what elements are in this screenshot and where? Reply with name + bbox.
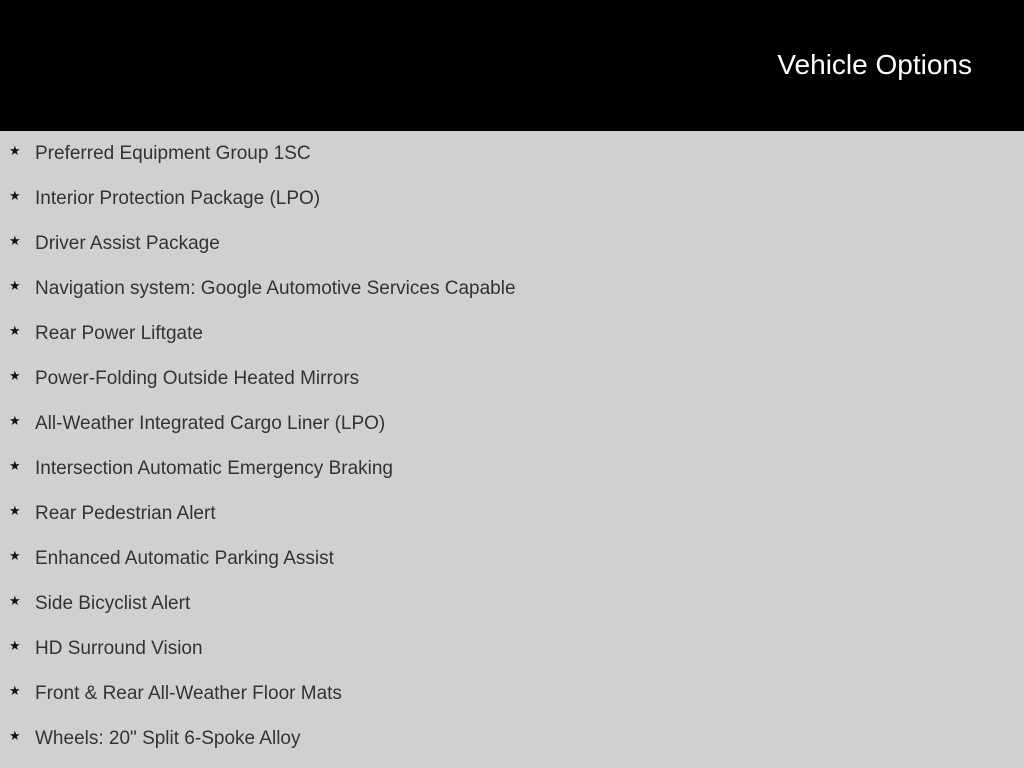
star-icon: ★ bbox=[9, 683, 21, 698]
list-item bbox=[0, 311, 1024, 356]
star-icon: ★ bbox=[9, 143, 21, 158]
list-item bbox=[0, 176, 1024, 221]
list-item bbox=[0, 491, 1024, 536]
list-item bbox=[0, 446, 1024, 491]
star-icon: ★ bbox=[9, 638, 21, 653]
page-title: Vehicle Options bbox=[777, 49, 972, 80]
star-icon: ★ bbox=[9, 593, 21, 608]
option-label: Power-Folding Outside Heated Mirrors bbox=[35, 368, 360, 389]
list-item bbox=[0, 356, 1024, 401]
star-icon: ★ bbox=[9, 368, 21, 383]
star-icon: ★ bbox=[9, 458, 21, 473]
list-item bbox=[0, 266, 1024, 311]
star-icon: ★ bbox=[9, 278, 21, 293]
option-label: Enhanced Automatic Parking Assist bbox=[35, 548, 334, 569]
option-label: Intersection Automatic Emergency Braking bbox=[35, 458, 394, 479]
list-item bbox=[0, 626, 1024, 671]
star-icon: ★ bbox=[9, 548, 21, 563]
option-label: Rear Power Liftgate bbox=[35, 323, 203, 344]
star-icon: ★ bbox=[9, 413, 21, 428]
header-bar bbox=[0, 0, 1024, 131]
star-icon: ★ bbox=[9, 323, 21, 338]
option-label: HD Surround Vision bbox=[35, 638, 203, 659]
star-icon: ★ bbox=[9, 503, 21, 518]
list-item bbox=[0, 716, 1024, 761]
option-label: Driver Assist Package bbox=[35, 233, 220, 254]
list-item bbox=[0, 401, 1024, 446]
list-item bbox=[0, 671, 1024, 716]
option-label: Front & Rear All-Weather Floor Mats bbox=[35, 683, 342, 704]
list-item bbox=[0, 221, 1024, 266]
star-icon: ★ bbox=[9, 188, 21, 203]
list-item bbox=[0, 581, 1024, 626]
option-label: Interior Protection Package (LPO) bbox=[35, 188, 321, 209]
option-label: Preferred Equipment Group 1SC bbox=[35, 143, 311, 164]
list-item bbox=[0, 536, 1024, 581]
star-icon: ★ bbox=[9, 728, 21, 743]
option-label: All-Weather Integrated Cargo Liner (LPO) bbox=[35, 413, 386, 434]
option-label: Side Bicyclist Alert bbox=[35, 593, 191, 614]
star-icon: ★ bbox=[9, 233, 21, 248]
option-label: Rear Pedestrian Alert bbox=[35, 503, 216, 524]
list-item bbox=[0, 131, 1024, 176]
option-label: Navigation system: Google Automotive Services Capable bbox=[35, 278, 516, 299]
option-label: Wheels: 20" Split 6-Spoke Alloy bbox=[35, 728, 301, 749]
vehicle-options-list bbox=[0, 131, 1024, 768]
